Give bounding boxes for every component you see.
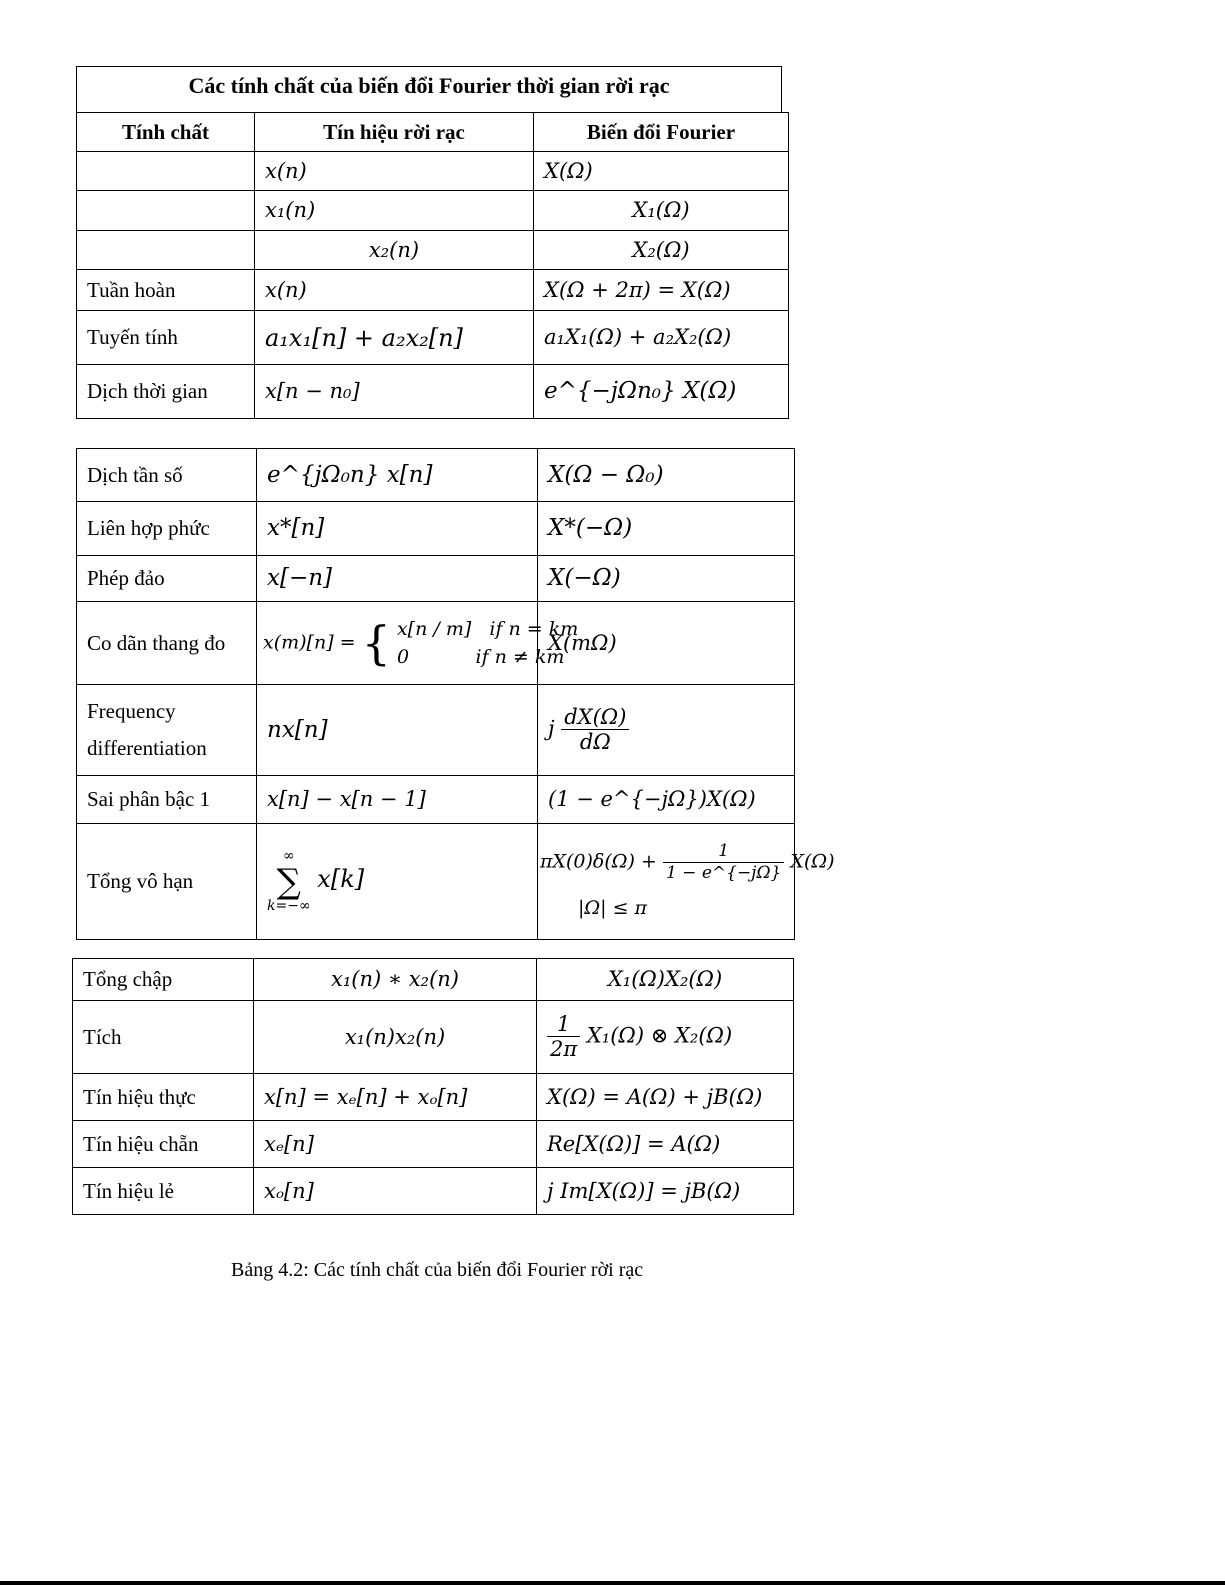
cell-transform: X₁(Ω) bbox=[534, 191, 789, 231]
cell-signal: x[n] − x[n − 1] bbox=[257, 776, 538, 824]
cell-transform: X(−Ω) bbox=[538, 556, 795, 602]
fraction-denominator: 1 − e^{−jΩ} bbox=[665, 862, 782, 883]
case-1-value: x[n / m] bbox=[396, 617, 472, 640]
table-row bbox=[73, 1001, 794, 1074]
cell-signal: x(n) bbox=[255, 152, 534, 191]
table-row bbox=[77, 365, 789, 419]
table-caption: Bảng 4.2: Các tính chất của biến đổi Fourier rời rạc bbox=[231, 1259, 644, 1281]
cell-property: Dịch thời gian bbox=[77, 365, 255, 419]
cell-signal: e^{jΩ₀n} x[n] bbox=[257, 449, 538, 502]
table-row bbox=[73, 1074, 794, 1121]
cell-property: Phép đảo bbox=[77, 556, 257, 602]
cell-property: Tín hiệu lẻ bbox=[73, 1168, 254, 1215]
cell-signal: x₁(n)x₂(n) bbox=[254, 1001, 537, 1074]
table-row bbox=[77, 776, 795, 824]
transform-tail: X(Ω) bbox=[790, 850, 835, 873]
cell-property: Tín hiệu thực bbox=[73, 1074, 254, 1121]
cell-transform: e^{−jΩn₀} X(Ω) bbox=[534, 365, 789, 419]
sum-upper-limit: ∞ bbox=[282, 848, 295, 865]
table-row bbox=[77, 270, 789, 311]
cell-property: Tín hiệu chẵn bbox=[73, 1121, 254, 1168]
piecewise-brace: { bbox=[361, 616, 391, 670]
cell-transform: j Im[X(Ω)] = jB(Ω) bbox=[537, 1168, 794, 1215]
cell-transform: X₂(Ω) bbox=[534, 231, 789, 270]
transform-lead: πX(0)δ(Ω) + bbox=[540, 850, 657, 873]
properties-table-part-2 bbox=[76, 448, 835, 940]
product-fraction bbox=[547, 1012, 580, 1062]
cell-property: Co dãn thang đo bbox=[77, 602, 257, 685]
transform-condition: |Ω| ≤ π bbox=[578, 897, 648, 920]
header-property: Tính chất bbox=[77, 113, 255, 152]
sum-lower-limit: k=−∞ bbox=[267, 897, 311, 914]
cell-transform: X(Ω) = A(Ω) + jB(Ω) bbox=[537, 1074, 794, 1121]
page-bottom-rule bbox=[0, 1581, 1225, 1585]
table-row bbox=[73, 959, 794, 1001]
fraction-numerator: dX(Ω) bbox=[561, 705, 629, 730]
cell-property: Tuyến tính bbox=[77, 311, 255, 365]
cell-transform bbox=[537, 1001, 794, 1074]
table-row bbox=[77, 556, 795, 602]
cell-property: Sai phân bậc 1 bbox=[77, 776, 257, 824]
table-row bbox=[77, 231, 789, 270]
cell-property: Tích bbox=[73, 1001, 254, 1074]
cell-signal: x₁(n) ∗ x₂(n) bbox=[254, 959, 537, 1001]
table-title: Các tính chất của biến đổi Fourier thời gian rời rạc bbox=[76, 66, 782, 112]
summation bbox=[267, 849, 311, 914]
table-row bbox=[73, 1121, 794, 1168]
case-1-condition: if n = km bbox=[489, 617, 579, 640]
transform-prefix: j bbox=[548, 716, 555, 741]
derivative-fraction bbox=[561, 705, 629, 755]
cell-signal: x[n] = xₑ[n] + xₒ[n] bbox=[254, 1074, 537, 1121]
cell-transform: X*(−Ω) bbox=[538, 502, 795, 556]
cell-transform: X(mΩ) bbox=[538, 602, 795, 685]
cell-property bbox=[77, 152, 255, 191]
sigma-icon: ∑ bbox=[276, 861, 301, 902]
cell-signal: a₁x₁[n] + a₂x₂[n] bbox=[255, 311, 534, 365]
table-row bbox=[77, 502, 795, 556]
cell-signal: x*[n] bbox=[257, 502, 538, 556]
cell-property bbox=[77, 231, 255, 270]
transform-fraction bbox=[663, 842, 784, 883]
cell-signal: x(n) bbox=[255, 270, 534, 311]
cell-property: Tổng vô hạn bbox=[77, 824, 257, 940]
fraction-numerator: 1 bbox=[663, 842, 784, 863]
cell-signal: xₑ[n] bbox=[254, 1121, 537, 1168]
cell-property: Dịch tần số bbox=[77, 449, 257, 502]
case-2-condition: if n ≠ km bbox=[475, 646, 565, 668]
cell-signal: nx[n] bbox=[257, 685, 538, 776]
cell-transform bbox=[538, 685, 795, 776]
fraction-numerator: 1 bbox=[547, 1012, 580, 1037]
cell-signal bbox=[257, 824, 538, 940]
transform-tail: X₁(Ω) ⊗ X₂(Ω) bbox=[586, 1023, 733, 1048]
fraction-denominator: dΩ bbox=[579, 729, 611, 754]
cell-transform: X(Ω − Ω₀) bbox=[538, 449, 795, 502]
cell-signal bbox=[257, 602, 579, 685]
cell-signal: x[−n] bbox=[257, 556, 538, 602]
cell-signal: x[n − n₀] bbox=[255, 365, 534, 419]
cell-signal: xₒ[n] bbox=[254, 1168, 537, 1215]
properties-table-part-3 bbox=[72, 958, 794, 1215]
cell-property: Liên hợp phức bbox=[77, 502, 257, 556]
scaling-lhs: x(m)[n] = bbox=[263, 631, 356, 653]
table-row bbox=[77, 191, 789, 231]
header-transform: Biến đổi Fourier bbox=[534, 113, 789, 152]
table-row bbox=[77, 824, 795, 940]
sum-transform-expression bbox=[540, 841, 835, 883]
table-row bbox=[77, 685, 795, 776]
case-2-value: 0 bbox=[396, 646, 410, 668]
cell-transform: a₁X₁(Ω) + a₂X₂(Ω) bbox=[534, 311, 789, 365]
cell-transform: X₁(Ω)X₂(Ω) bbox=[537, 959, 794, 1001]
cell-property: Tổng chập bbox=[73, 959, 254, 1001]
cell-signal: x₂(n) bbox=[255, 231, 534, 270]
cell-transform bbox=[538, 824, 835, 940]
table-row bbox=[77, 311, 789, 365]
cell-property: Frequency differentiation bbox=[77, 685, 257, 776]
cell-property bbox=[77, 191, 255, 231]
cell-transform: Re[X(Ω)] = A(Ω) bbox=[537, 1121, 794, 1168]
table-row bbox=[77, 449, 795, 502]
fraction-denominator: 2π bbox=[550, 1036, 578, 1061]
table-row bbox=[73, 1168, 794, 1215]
cell-transform: X(Ω) bbox=[534, 152, 789, 191]
cell-transform: X(Ω + 2π) = X(Ω) bbox=[534, 270, 789, 311]
cell-signal: x₁(n) bbox=[255, 191, 534, 231]
table-row bbox=[77, 152, 789, 191]
table-header-row bbox=[77, 113, 789, 152]
sum-term: x[k] bbox=[317, 865, 365, 893]
cell-transform: (1 − e^{−jΩ})X(Ω) bbox=[538, 776, 795, 824]
header-signal: Tín hiệu rời rạc bbox=[255, 113, 534, 152]
cell-property: Tuần hoàn bbox=[77, 270, 255, 311]
table-row bbox=[77, 602, 795, 685]
properties-table-part-1 bbox=[76, 112, 789, 419]
